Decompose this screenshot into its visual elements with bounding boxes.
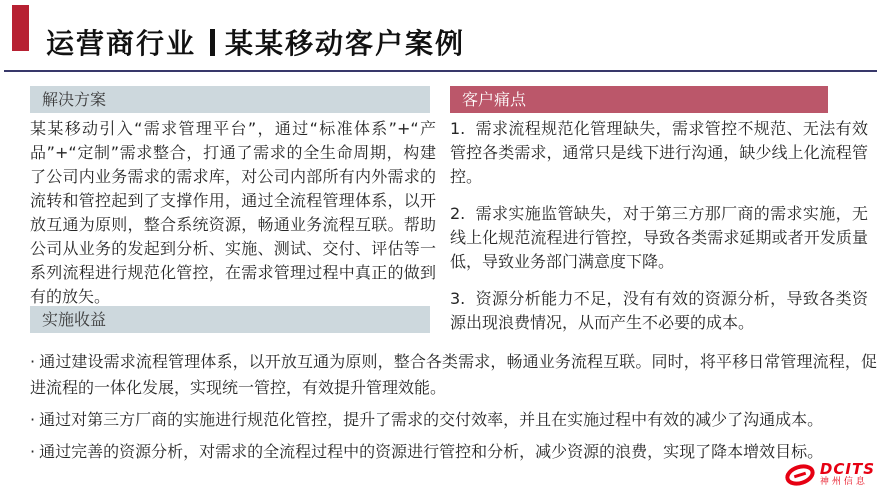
bullet-glyph: · [30,442,36,461]
pain-points-section-header: 客户痛点 [450,86,828,113]
benefit-text: 通过完善的资源分析，对需求的全流程过程中的资源进行管控和分析，减少资源的浪费，实现了降本增效目标。 [39,442,824,461]
pain-point-item [450,287,868,335]
logo-brand-name: DCITS [819,460,875,478]
dcits-swoosh-icon [784,462,820,488]
benefit-item [30,349,877,401]
pain-point-text: 需求流程规范化管理缺失，需求管控不规范、无法有效管控各类需求，通常只是线下进行沟通，缺少线上化流程管控。 [450,119,868,186]
pain-point-number: 2. [450,204,466,223]
bullet-glyph: · [30,352,36,371]
logo-company-name: 神州信息 [819,477,868,487]
page-title [46,22,465,62]
pain-point-number: 3. [450,289,466,308]
benefit-item [30,407,877,433]
benefits-list [30,349,877,471]
page-title-part1: 运营商行业 [46,27,197,60]
benefits-section-header: 实施收益 [30,306,430,333]
title-divider [210,29,215,56]
bullet-glyph: · [30,410,36,429]
top-left-accent-bar [12,5,29,51]
pain-point-item [450,117,868,189]
pain-points-list [450,117,868,348]
logo-text-block [820,461,875,488]
solution-body-text: 某某移动引入“需求管理平台”，通过“标准体系”+“产品”+“定制”需求整合，打通了需求的全生命周期，构建了公司内业务需求的需求库，对公司内部所有内外需求的流转和管控起到了支撑作用，通过全流程管理体系，以开放互通为原则，整合系统资源，畅通业务流程互联。帮助公司从业务的发起到分析、实施、测试、交付、评估等一系列流程进行规范化管控，在需求管理过程中真正的做到有的放矢。 [30,119,436,306]
pain-point-text: 需求实施监管缺失，对于第三方那厂商的需求实施，无线上化规范流程进行管控，导致各类需求延期或者开发质量低，导致业务部门满意度下降。 [450,204,868,271]
dcits-logo [784,461,875,488]
benefit-text: 通过建设需求流程管理体系，以开放互通为原则，整合各类需求，畅通业务流程互联。同时，将平移日常管理流程，促进流程的一体化发展，实现统一管控，有效提升管理效能。 [30,352,877,397]
page-title-part2: 某某移动客户案例 [225,27,466,60]
benefit-item [30,439,877,465]
pain-point-text: 资源分析能力不足，没有有效的资源分析，导致各类资源出现浪费情况，从而产生不必要的成本。 [450,289,868,332]
solution-section-header: 解决方案 [30,86,430,113]
pain-point-number: 1. [450,119,466,138]
pain-point-item [450,202,868,274]
benefit-text: 通过对第三方厂商的实施进行规范化管控，提升了需求的交付效率，并且在实施过程中有效的减少了沟通成本。 [39,410,824,429]
title-underline-rule [4,70,877,72]
